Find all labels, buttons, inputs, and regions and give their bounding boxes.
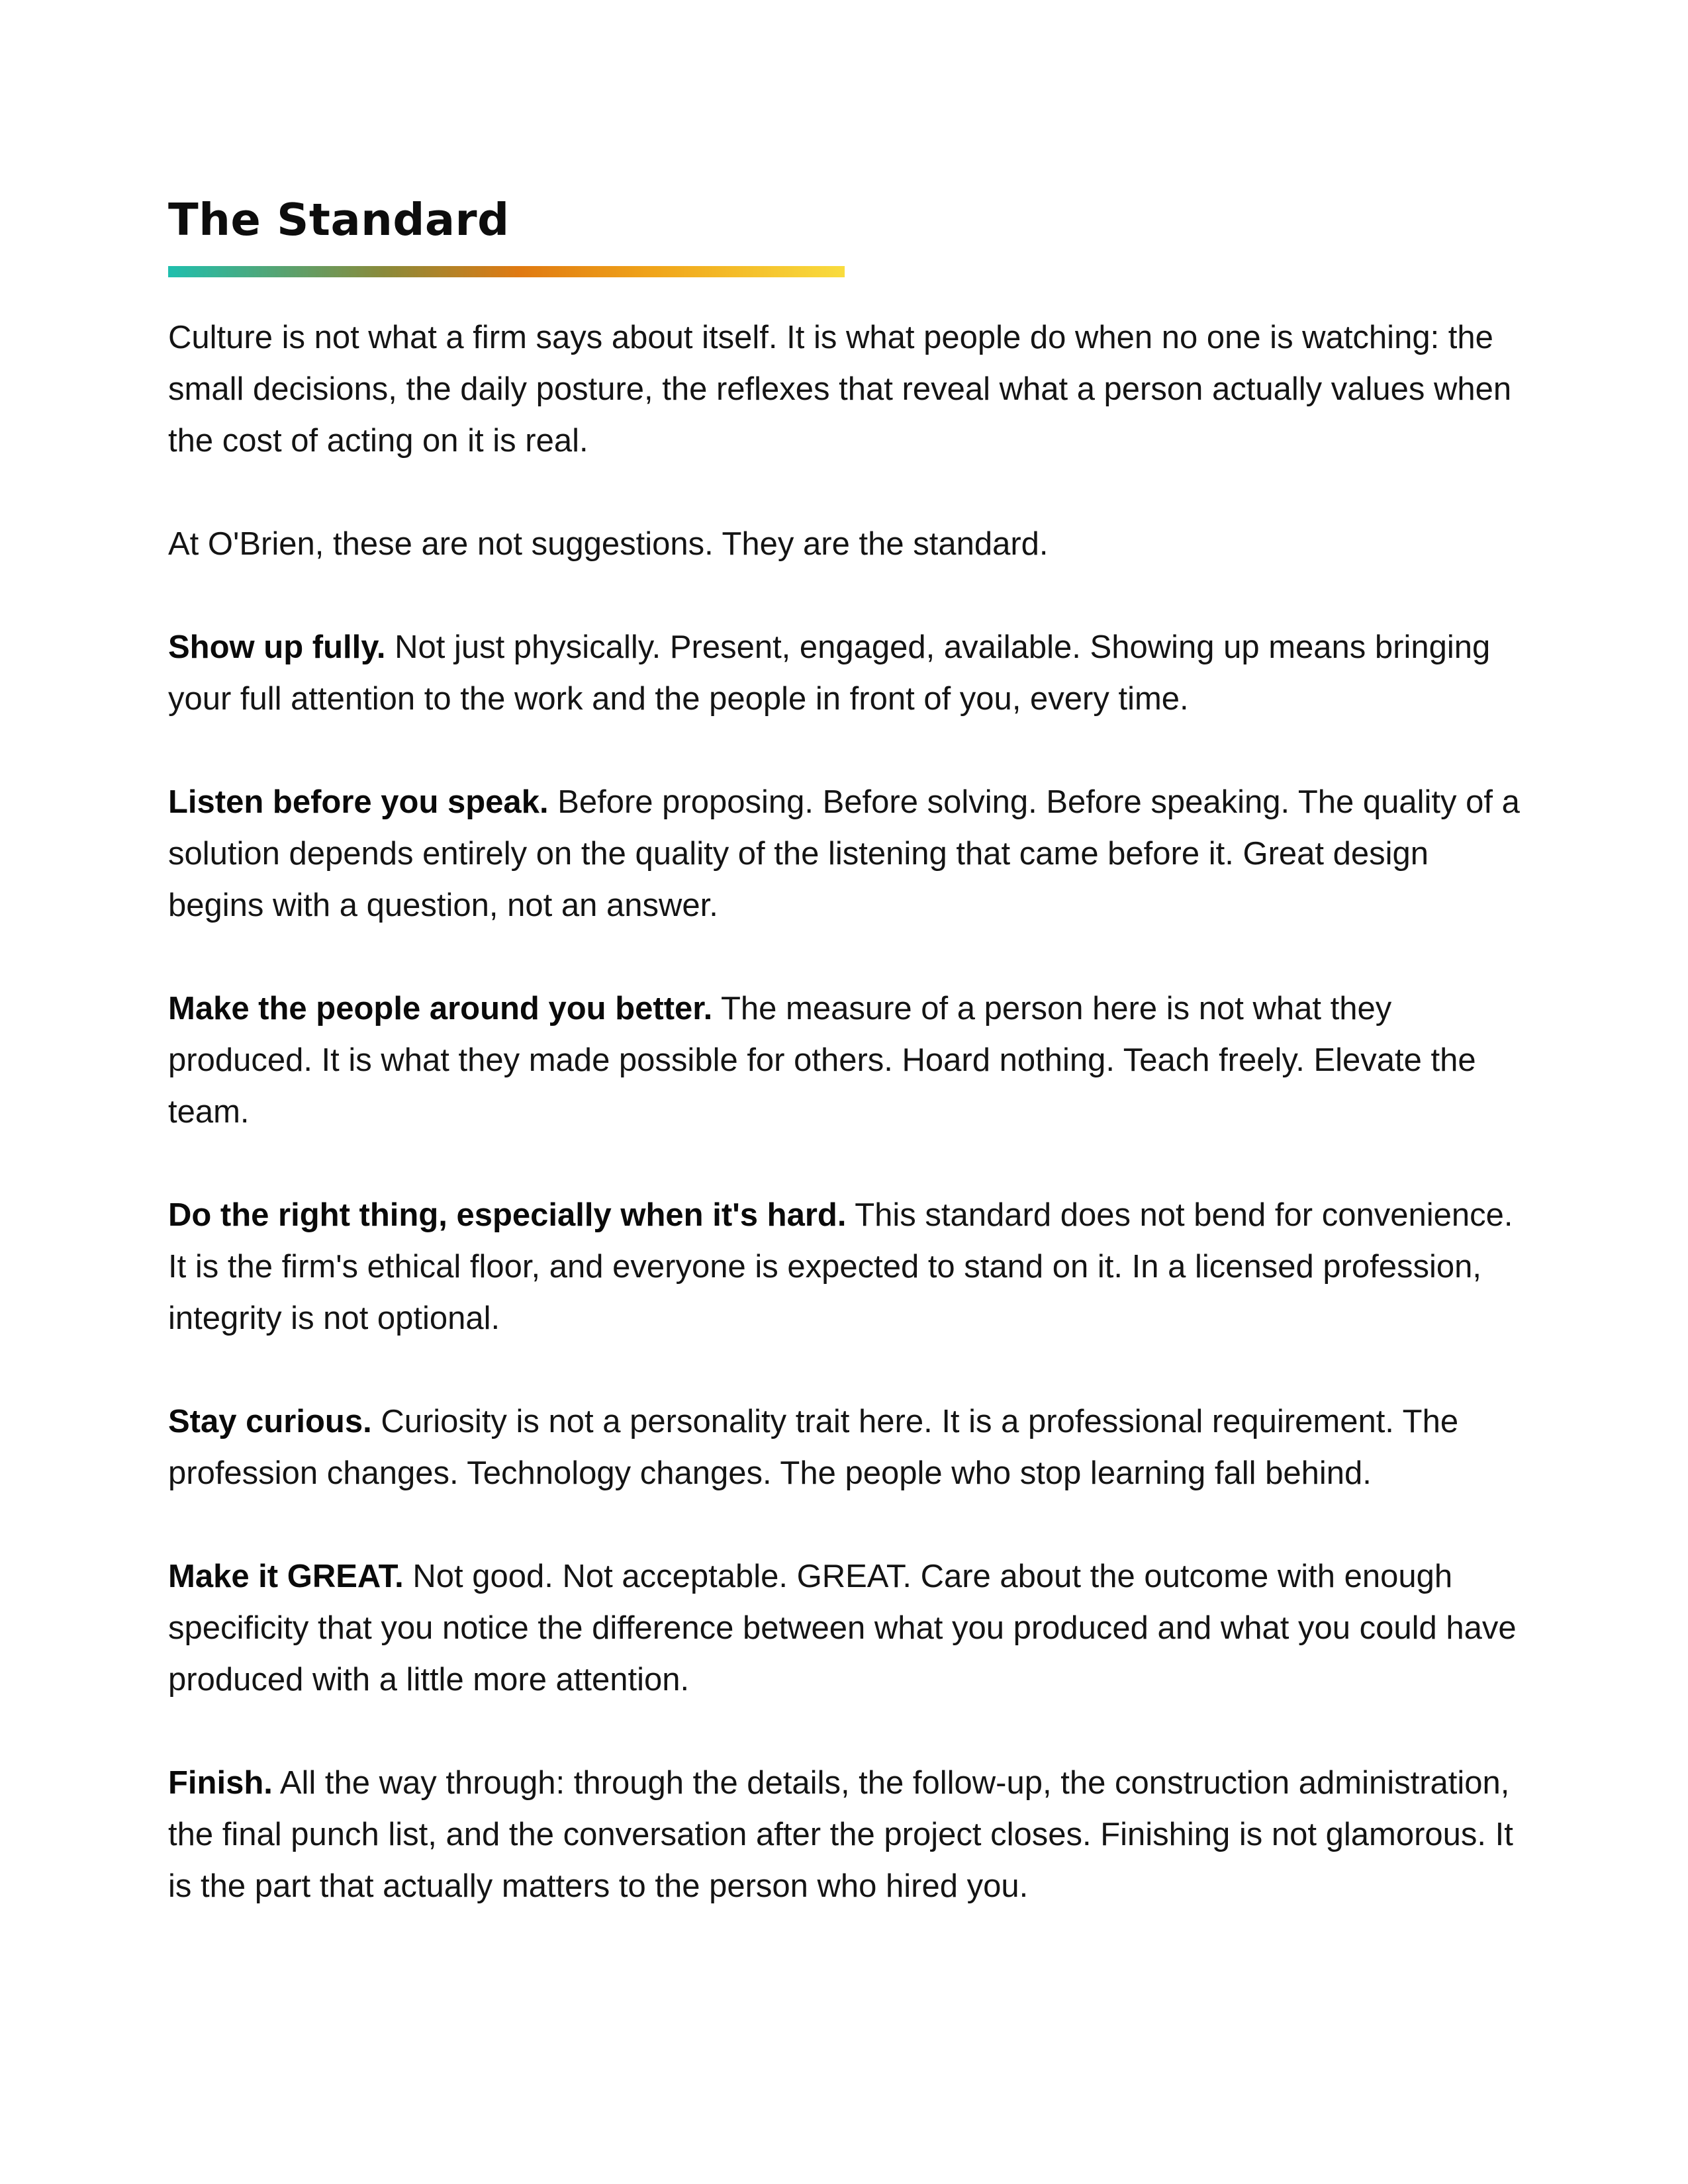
principle-show-up-fully — [168, 621, 1532, 725]
principle-text: Not good. Not acceptable. GREAT. Care about the outcome with enough specificity that you notice the difference between what you produced and what you could have produced with a little more attention. — [168, 1559, 1517, 1698]
principle-text: The measure of a person here is not what they produced. It is what they made possible for others. Hoard nothing. Teach freely. Elevate the team. — [168, 991, 1476, 1130]
title-gradient-rule — [168, 266, 845, 277]
principle-heading: Make it GREAT. — [168, 1559, 404, 1595]
principle-heading: Finish. — [168, 1765, 273, 1801]
principle-heading: Stay curious. — [168, 1404, 372, 1440]
document-page — [168, 193, 1532, 1964]
principle-finish — [168, 1757, 1532, 1912]
principle-stay-curious — [168, 1396, 1532, 1499]
intro-statement: At O'Brien, these are not suggestions. They are the standard. — [168, 526, 1049, 563]
principle-text: Not just physically. Present, engaged, available. Showing up means bringing your full attention to the work and the people in front of you, every time. — [168, 629, 1491, 717]
principle-heading: Listen before you speak. — [168, 784, 549, 821]
page-title: The Standard — [168, 194, 510, 246]
principle-text: All the way through: through the details, the follow-up, the construction administration, the final punch list, and the conversation after the project closes. Finishing is not glamorous. It is the part that actually matters to the person who hired you. — [168, 1765, 1513, 1905]
principle-make-it-great — [168, 1551, 1532, 1706]
principle-heading: Do the right thing, especially when it's hard. — [168, 1197, 847, 1234]
principle-heading: Show up fully. — [168, 629, 386, 666]
document-body — [168, 312, 1532, 1912]
principle-text: Curiosity is not a personality trait here. It is a professional requirement. The profession changes. Technology changes. The people who stop learning fall behind. — [168, 1404, 1459, 1492]
principle-listen-before-you-speak — [168, 776, 1532, 931]
principle-do-the-right-thing — [168, 1189, 1532, 1344]
intro-paragraph: Culture is not what a firm says about itself. It is what people do when no one is watching: the small decisions, the daily posture, the reflexes that reveal what a person actually values when the cost of acting on it is real. — [168, 320, 1512, 459]
principle-text: This standard does not bend for convenience. It is the firm's ethical floor, and everyone is expected to stand on it. In a licensed profession, integrity is not optional. — [168, 1197, 1513, 1337]
principle-heading: Make the people around you better. — [168, 991, 713, 1027]
principle-text: Before proposing. Before solving. Before speaking. The quality of a solution depends entirely on the quality of the listening that came before it. Great design begins with a question, not an answer. — [168, 784, 1520, 924]
principle-make-people-better — [168, 983, 1532, 1138]
